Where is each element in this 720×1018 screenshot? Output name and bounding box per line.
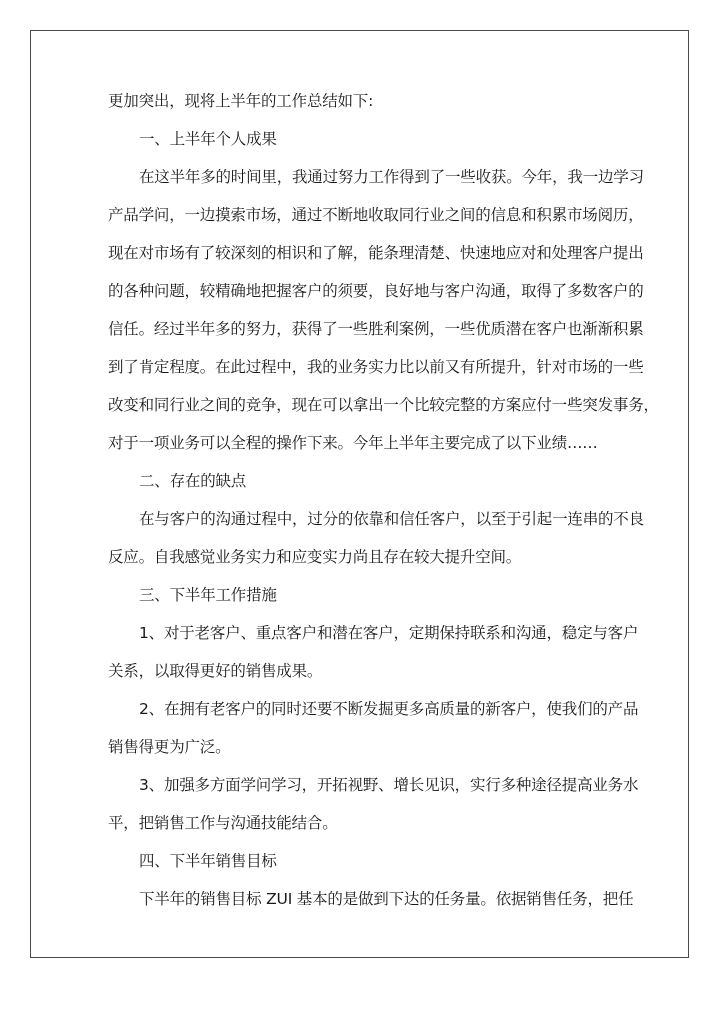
document-body <box>108 92 659 928</box>
text-line: 到了肯定程度。在此过程中，我的业务实力比以前又有所提升，针对市场的一些 <box>108 358 644 376</box>
text-line: 关系，以取得更好的销售成果。 <box>108 662 323 680</box>
text-line: 改变和同行业之间的竞争，现在可以拿出一个比较完整的方案应付一些突发事务， <box>108 396 659 414</box>
text-line: 销售得更为广泛。 <box>108 738 231 756</box>
list-item: 3、加强多方面学问学习，开拓视野、增长见识，实行多种途径提高业务水 <box>139 776 639 794</box>
section-heading-shortcomings: 二、存在的缺点 <box>139 472 247 490</box>
text-line: 在这半年多的时间里，我通过努力工作得到了一些收获。今年，我一边学习 <box>139 168 644 186</box>
list-item: 2、在拥有老客户的同时还要不断发掘更多高质量的新客户，使我们的产品 <box>139 700 639 718</box>
section-heading-sales-target: 四、下半年销售目标 <box>139 852 277 870</box>
text-line: 在与客户的沟通过程中，过分的依靠和信任客户，以至于引起一连串的不良 <box>139 510 644 528</box>
text-line: 平，把销售工作与沟通技能结合。 <box>108 814 338 832</box>
text-line: 对于一项业务可以全程的操作下来。今年上半年主要完成了以下业绩…… <box>108 434 598 452</box>
section-heading-measures: 三、下半年工作措施 <box>139 586 277 604</box>
text-line: 信任。经过半年多的努力，获得了一些胜利案例，一些优质潜在客户也渐渐积累 <box>108 320 644 338</box>
text-line: 的各种问题，较精确地把握客户的须要，良好地与客户沟通，取得了多数客户的 <box>108 282 644 300</box>
list-item: 1、对于老客户、重点客户和潜在客户，定期保持联系和沟通，稳定与客户 <box>139 624 639 642</box>
text-line: 现在对市场有了较深刻的相识和了解，能条理清楚、快速地应对和处理客户提出 <box>108 244 644 262</box>
text-line: 下半年的销售目标 ZUI 基本的是做到下达的任务量。依据销售任务，把任 <box>139 890 634 908</box>
section-heading-achievements: 一、上半年个人成果 <box>139 130 277 148</box>
text-line: 产品学问，一边摸索市场，通过不断地收取同行业之间的信息和积累市场阅历， <box>108 206 644 224</box>
text-line: 更加突出，现将上半年的工作总结如下: <box>108 92 374 110</box>
text-line: 反应。自我感觉业务实力和应变实力尚且存在较大提升空间。 <box>108 548 522 566</box>
